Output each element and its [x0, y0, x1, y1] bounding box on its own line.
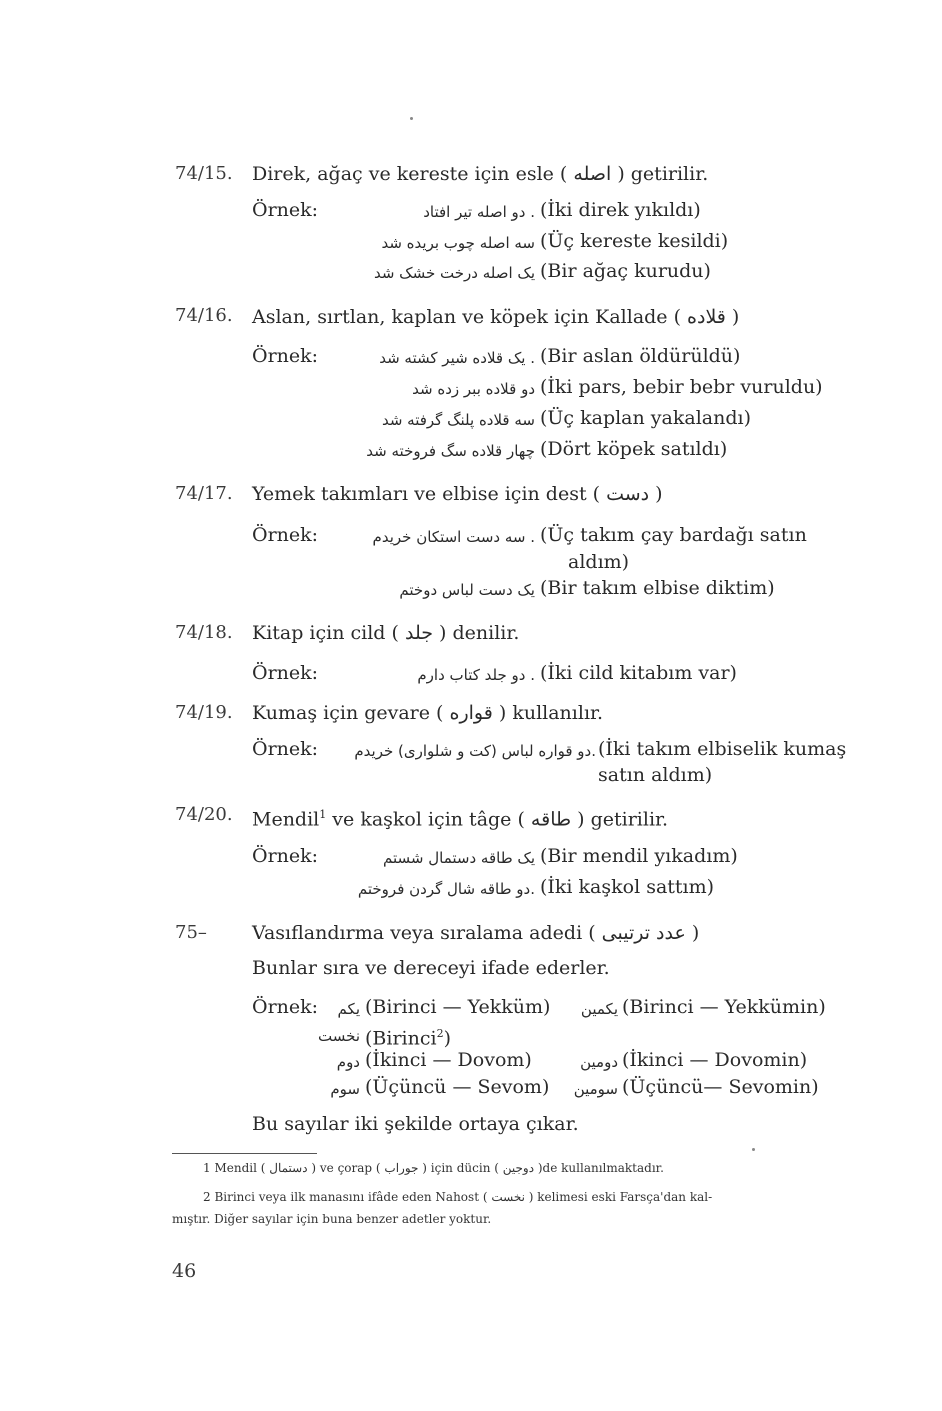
- example-label: Örnek:: [252, 845, 319, 867]
- section-number: 74/18.: [175, 622, 233, 643]
- translation: (Üç kaplan yakalandı): [540, 407, 751, 429]
- translation: (İki cild kitabım var): [540, 662, 737, 684]
- section-heading: Kumaş için gevare ( قواره ) kullanılır.: [252, 702, 604, 724]
- section-number: 74/20.: [175, 804, 233, 825]
- persian-word: یکم: [337, 1000, 360, 1018]
- translation: (İkinci — Dovomin): [622, 1049, 808, 1071]
- translation: (Üçüncü— Sevomin): [622, 1076, 819, 1098]
- footnote-2-continued: mıştır. Diğer sayılar için buna benzer adetler yoktur.: [172, 1212, 492, 1226]
- translation: (Üç takım çay bardağı satın: [540, 524, 807, 546]
- section-text: Bunlar sıra ve dereceyi ifade ederler.: [252, 957, 610, 979]
- persian-example: سه قلاده پلنگ گرفته شد: [381, 411, 535, 429]
- persian-word: سوم: [330, 1080, 360, 1098]
- heading-word: Mendil: [252, 808, 320, 831]
- footnote-divider: [172, 1153, 317, 1154]
- translation: (İki direk yıkıldı): [540, 199, 701, 221]
- section-number: 74/15.: [175, 163, 233, 184]
- persian-example: . دو جلد کتاب دارم: [417, 666, 535, 684]
- persian-example: دو قلاده ببر زده شد: [412, 380, 535, 398]
- scan-speck: [410, 117, 413, 120]
- persian-example: .دو قواره لباس (کت و شلواری) خریدم: [354, 742, 596, 760]
- scan-speck: [752, 1148, 755, 1151]
- section-heading: Yemek takımları ve elbise için dest ( دست ): [252, 483, 663, 505]
- translation: (İki takım elbiselik kumaş: [598, 738, 847, 760]
- persian-example: .دو طاقه شال گردن فروختم: [357, 880, 535, 898]
- translation: [365, 1022, 451, 1050]
- translation-continued: satın aldım): [598, 764, 713, 786]
- section-heading: Direk, ağaç ve kereste için esle ( اصله ) getirilir.: [252, 163, 709, 185]
- persian-word: دوم: [336, 1053, 360, 1071]
- footnote-1: 1 Mendil ( دستمال ) ve çorap ( جوراب ) için dücin ( دوجین )de kullanılmaktadır.: [203, 1161, 664, 1175]
- example-label: Örnek:: [252, 524, 319, 546]
- persian-example: . دو اصله تیر افتاد: [423, 203, 535, 221]
- persian-example: سه اصله چوب بریده شد: [381, 234, 535, 252]
- translation: (Bir ağaç kurudu): [540, 260, 711, 282]
- persian-example: یک اصله درخت خشک شد: [373, 264, 535, 282]
- section-number: 75–: [175, 922, 207, 943]
- section-heading: Vasıflandırma veya sıralama adedi ( عدد ترتیبی ): [252, 922, 700, 944]
- translation-continued: aldım): [568, 551, 630, 573]
- section-heading: Kitap için cild ( جلد ) denilir.: [252, 622, 520, 644]
- section-number: 74/16.: [175, 305, 233, 326]
- persian-word: دومین: [580, 1053, 618, 1071]
- section-heading: Aslan, sırtlan, kaplan ve köpek için Kallade ( قلاده ): [252, 306, 740, 328]
- footnote-ref: 2: [436, 1027, 444, 1040]
- persian-word: نخست: [318, 1027, 360, 1045]
- example-label: Örnek:: [252, 662, 319, 684]
- example-label: Örnek:: [252, 996, 319, 1018]
- example-label: Örnek:: [252, 199, 319, 221]
- translation: (İki kaşkol sattım): [540, 876, 715, 898]
- paren-close: ): [443, 1027, 451, 1050]
- translation: (Üçüncü — Sevom): [365, 1076, 550, 1098]
- footnote-ref: 1: [319, 808, 327, 821]
- translation: (Bir mendil yıkadım): [540, 845, 738, 867]
- persian-word: یکمین: [580, 1000, 618, 1018]
- translation: (İki pars, bebir bebr vuruldu): [540, 376, 823, 398]
- translation: (Bir takım elbise diktim): [540, 577, 775, 599]
- footnote-2: 2 Birinci veya ilk manasını ifâde eden Nahost ( نخست ) kelimesi eski Farsça'dan kal-: [203, 1190, 713, 1204]
- persian-example: چهار قلاده سگ فروخته شد: [366, 442, 535, 460]
- translation: (Dört köpek satıldı): [540, 438, 728, 460]
- page-number: 46: [172, 1260, 197, 1282]
- section-text: Bu sayılar iki şekilde ortaya çıkar.: [252, 1113, 579, 1135]
- section-number: 74/17.: [175, 483, 233, 504]
- translation: (Birinci — Yekküm): [365, 996, 551, 1018]
- translation: (Birinci — Yekkümin): [622, 996, 826, 1018]
- persian-example: . سه دست استکان خریدم: [372, 528, 535, 546]
- translation: (İkinci — Dovom): [365, 1049, 532, 1071]
- translation: (Bir aslan öldürüldü): [540, 345, 741, 367]
- persian-example: یک طاقه دستمال شستم: [383, 849, 535, 867]
- example-label: Örnek:: [252, 345, 319, 367]
- translation: (Üç kereste kesildi): [540, 230, 729, 252]
- example-label: Örnek:: [252, 738, 319, 760]
- section-number: 74/19.: [175, 702, 233, 723]
- persian-example: . یک قلاده شیر کشته شد: [379, 349, 535, 367]
- heading-rest: ve kaşkol için tâge ( طاقه ) getirilir.: [326, 808, 669, 831]
- translation-text: (Birinci: [365, 1027, 437, 1050]
- persian-example: یک دست لباس دوختم: [399, 581, 535, 599]
- persian-word: سومین: [573, 1080, 618, 1098]
- section-heading: [252, 803, 668, 831]
